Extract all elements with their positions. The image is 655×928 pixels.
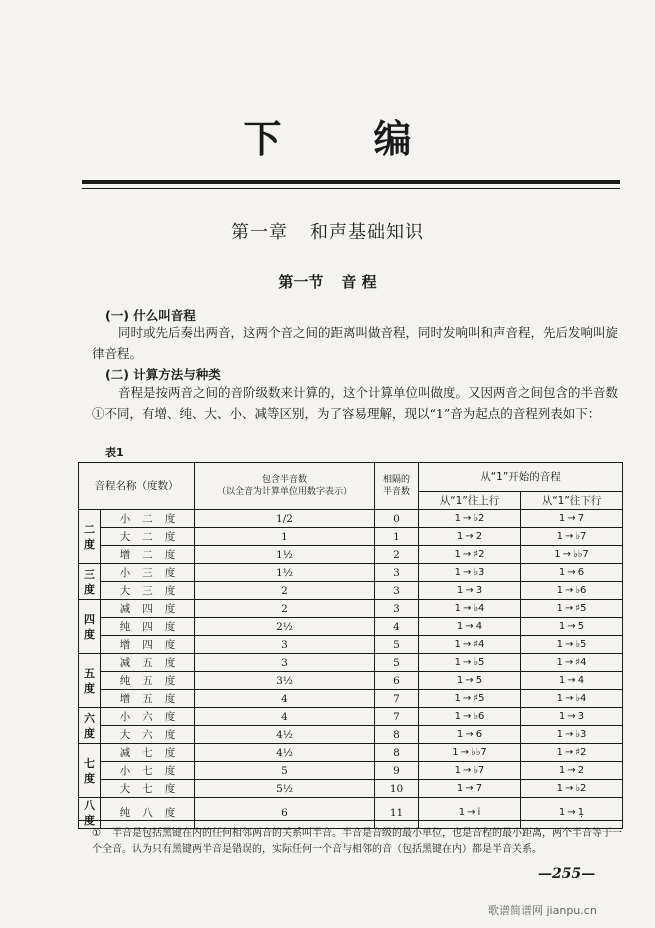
chapter-number: 第一章 (231, 222, 288, 243)
section-heading (0, 271, 655, 292)
header-from-1: 从“1”开始的音程 (419, 463, 623, 492)
arrow-right-icon: → (564, 638, 574, 650)
start-note: 1 (556, 638, 563, 650)
step-count: 3 (375, 600, 419, 618)
target-note: 5 (577, 620, 585, 632)
interval-down (521, 744, 623, 762)
target-note: 4 (475, 620, 483, 632)
arrow-right-icon: → (467, 807, 476, 818)
arrow-right-icon: → (462, 602, 472, 614)
interval-up (419, 798, 521, 829)
arrow-right-icon: → (564, 782, 574, 794)
target-note: 6 (577, 566, 585, 578)
table-row (79, 636, 623, 654)
interval-up (419, 600, 521, 618)
start-note: 1 (454, 566, 461, 578)
arrow-right-icon: → (465, 674, 474, 686)
target-note: ♯2 (473, 548, 485, 560)
header-steps-sub: 半音数 (382, 487, 410, 497)
table-row (79, 582, 623, 600)
target-note: ♯2 (575, 746, 587, 758)
start-note: 1 (454, 512, 461, 524)
header-semitones-title: 包含半音数 (261, 475, 307, 485)
arrow-right-icon: → (564, 656, 574, 668)
header-upward: 从“1”往上行 (419, 492, 521, 510)
semitone-count: 6 (195, 798, 375, 829)
start-note: 1 (556, 782, 563, 794)
start-note: 1 (456, 674, 464, 686)
target-note: 4 (577, 674, 585, 686)
semitone-count: 4 (195, 690, 375, 708)
start-note: 1 (454, 764, 461, 776)
arrow-right-icon: → (564, 746, 574, 758)
semitone-count: 1 (195, 528, 375, 546)
interval-name: 增二度 (101, 546, 195, 564)
target-note: 5 (475, 674, 483, 686)
interval-up (419, 618, 521, 636)
target-note: ♯4 (575, 656, 587, 668)
interval-down (521, 690, 623, 708)
table-label: 表1 (105, 446, 124, 459)
interval-name: 减四度 (101, 600, 195, 618)
arrow-right-icon: → (462, 764, 472, 776)
arrow-right-icon: → (465, 584, 474, 596)
interval-down (521, 780, 623, 798)
degree-group-label: 二度 (79, 510, 101, 564)
interval-down (521, 672, 623, 690)
interval-name: 减七度 (101, 744, 195, 762)
interval-down (521, 600, 623, 618)
step-count: 5 (375, 654, 419, 672)
target-note: ♭6 (575, 584, 587, 596)
table-row (79, 510, 623, 528)
target-note: ♭♭7 (470, 746, 487, 758)
start-note: 1 (558, 512, 566, 524)
section-number: 第一节 (278, 273, 324, 291)
interval-up (419, 744, 521, 762)
arrow-right-icon: → (462, 656, 472, 668)
arrow-right-icon: → (564, 530, 574, 542)
interval-up (419, 708, 521, 726)
subheading-1: (一) 什么叫音程 (105, 308, 196, 323)
target-note: i (477, 807, 481, 818)
start-note: 1 (454, 710, 461, 722)
table-row (79, 546, 623, 564)
start-note: 1 (556, 530, 563, 542)
degree-group-label: 四度 (79, 600, 101, 654)
interval-up (419, 726, 521, 744)
step-count: 1 (375, 528, 419, 546)
target-note: ♭3 (575, 728, 587, 740)
table-row (79, 618, 623, 636)
table-row (79, 708, 623, 726)
start-note: 1 (456, 782, 464, 794)
part-title: 下编 (243, 117, 504, 161)
interval-name: 大三度 (101, 582, 195, 600)
interval-name: 纯八度 (101, 798, 195, 829)
semitone-count: 2 (195, 600, 375, 618)
arrow-right-icon: → (564, 728, 574, 740)
interval-table (78, 462, 623, 829)
start-note: 1 (556, 692, 563, 704)
degree-group-label: 三度 (79, 564, 101, 600)
interval-name: 大二度 (101, 528, 195, 546)
start-note: 1 (558, 566, 566, 578)
table-row (79, 762, 623, 780)
table-row (79, 744, 623, 762)
target-note: ♭4 (473, 602, 485, 614)
arrow-right-icon: → (465, 782, 474, 794)
header-semitones-sub: （以全音为计算单位用数字表示） (216, 487, 352, 497)
semitone-count: 2½ (195, 618, 375, 636)
paragraph-1-text: 同时或先后奏出两音，这两个音之间的距离叫做音程，同时发响叫和声音程，先后发响叫旋律音程。 (92, 325, 619, 361)
interval-name: 大七度 (101, 780, 195, 798)
interval-down (521, 510, 623, 528)
arrow-right-icon: → (567, 674, 576, 686)
interval-down (521, 636, 623, 654)
semitone-count: 3 (195, 636, 375, 654)
semitone-count: 4 (195, 708, 375, 726)
paragraph-2-text: 音程是按两音之间的音阶级数来计算的，这个计算单位叫做度。又因两音之间包含的半音数①不同，有增、纯、大、小、减等区别，为了容易理解，现以“1”音为起点的音程列表如下： (92, 385, 619, 421)
header-steps-title: 相隔的 (382, 475, 410, 485)
footnote-rule (78, 820, 622, 821)
interval-down (521, 528, 623, 546)
target-note: ♯5 (575, 602, 587, 614)
interval-name: 增四度 (101, 636, 195, 654)
table-row (79, 672, 623, 690)
target-note: ♭2 (473, 512, 485, 524)
arrow-right-icon: → (562, 548, 571, 560)
start-note: 1 (556, 746, 563, 758)
footnote-text: 半音是包括黑键在内的任何相邻两音的关系叫半音。半音是音级的最小单位，也是音程的最小距离，两个半音等于一个全音。认为只有黑键两半音是错误的，实际任何一个音与相邻的音（包括黑键在内）都是半音关系。 (92, 828, 622, 855)
start-note: 1 (456, 584, 464, 596)
arrow-right-icon: → (567, 620, 576, 632)
step-count: 10 (375, 780, 419, 798)
interval-up (419, 546, 521, 564)
start-note: 1 (452, 746, 459, 758)
step-count: 3 (375, 564, 419, 582)
step-count: 4 (375, 618, 419, 636)
start-note: 1 (558, 674, 566, 686)
start-note: 1 (558, 764, 566, 776)
semitone-count: 3 (195, 654, 375, 672)
interval-name: 小二度 (101, 510, 195, 528)
interval-up (419, 690, 521, 708)
arrow-right-icon: → (462, 566, 472, 578)
semitone-count: 5½ (195, 780, 375, 798)
table-row (79, 726, 623, 744)
start-note: 1 (458, 807, 466, 818)
arrow-right-icon: → (567, 807, 576, 818)
arrow-right-icon: → (462, 710, 472, 722)
target-note: 7 (577, 512, 585, 524)
arrow-right-icon: → (462, 692, 472, 704)
arrow-right-icon: → (462, 512, 472, 524)
paragraph-1 (92, 322, 624, 364)
semitone-count: 1½ (195, 564, 375, 582)
start-note: 1 (554, 548, 561, 560)
start-note: 1 (558, 620, 566, 632)
paragraph-2 (92, 382, 624, 424)
interval-up (419, 636, 521, 654)
interval-name: 减五度 (101, 654, 195, 672)
footnote-mark: ① (92, 828, 101, 839)
step-count: 9 (375, 762, 419, 780)
arrow-right-icon: → (462, 638, 472, 650)
start-note: 1 (558, 710, 566, 722)
start-note: 1 (556, 728, 563, 740)
target-note: ♭7 (575, 530, 587, 542)
start-note: 1 (454, 692, 461, 704)
interval-name: 纯四度 (101, 618, 195, 636)
interval-name: 小三度 (101, 564, 195, 582)
watermark: 歌谱简谱网 jianpu.cn (488, 904, 597, 917)
header-semitones (195, 463, 375, 510)
target-note: 2 (475, 530, 483, 542)
interval-name: 大六度 (101, 726, 195, 744)
degree-group-label: 五度 (79, 654, 101, 708)
table-row (79, 780, 623, 798)
target-note: ♭3 (473, 566, 485, 578)
interval-up (419, 780, 521, 798)
step-count: 8 (375, 726, 419, 744)
semitone-count: 2 (195, 582, 375, 600)
semitone-count: 5 (195, 762, 375, 780)
arrow-right-icon: → (567, 566, 576, 578)
target-note: ♯4 (473, 638, 485, 650)
interval-down (521, 654, 623, 672)
degree-group-label: 六度 (79, 708, 101, 744)
arrow-right-icon: → (465, 620, 474, 632)
arrow-right-icon: → (567, 512, 576, 524)
interval-down (521, 564, 623, 582)
header-steps (375, 463, 419, 510)
target-note: 6 (475, 728, 483, 740)
step-count: 6 (375, 672, 419, 690)
semitone-count: 1½ (195, 546, 375, 564)
semitone-count: 3½ (195, 672, 375, 690)
target-note: 2 (577, 764, 585, 776)
start-note: 1 (456, 530, 464, 542)
interval-up (419, 762, 521, 780)
interval-down (521, 582, 623, 600)
start-note: 1 (558, 807, 566, 818)
start-note: 1 (456, 620, 464, 632)
interval-name: 增五度 (101, 690, 195, 708)
subheading-2: (二) 计算方法与种类 (105, 367, 221, 382)
table-row (79, 798, 623, 829)
interval-down (521, 726, 623, 744)
footnote (92, 826, 622, 858)
interval-down (521, 798, 623, 829)
semitone-count: 4½ (195, 726, 375, 744)
start-note: 1 (556, 656, 563, 668)
header-downward: 从“1”往下行 (521, 492, 623, 510)
chapter-title: 和声基础知识 (310, 222, 424, 243)
chapter-heading (0, 218, 655, 244)
start-note: 1 (454, 638, 461, 650)
step-count: 0 (375, 510, 419, 528)
interval-up (419, 510, 521, 528)
arrow-right-icon: → (460, 746, 469, 758)
start-note: 1 (454, 548, 461, 560)
target-note: ♭♭7 (572, 548, 589, 560)
target-note: ♭5 (473, 656, 485, 668)
interval-up (419, 582, 521, 600)
target-note: ♭6 (473, 710, 485, 722)
interval-down (521, 762, 623, 780)
target-note: ♭2 (575, 782, 587, 794)
degree-group-label: 八度 (79, 798, 101, 829)
target-note: 3 (475, 584, 483, 596)
table-row (79, 528, 623, 546)
page-number: —255— (538, 866, 596, 882)
interval-up (419, 564, 521, 582)
title-rule-thick (82, 180, 620, 184)
interval-down (521, 708, 623, 726)
interval-name: 纯五度 (101, 672, 195, 690)
title-rule-thin (82, 188, 620, 189)
header-interval-name: 音程名称（度数） (79, 463, 195, 510)
section-title: 音 程 (341, 273, 377, 291)
semitone-count: 4½ (195, 744, 375, 762)
interval-up (419, 672, 521, 690)
interval-up (419, 654, 521, 672)
arrow-right-icon: → (465, 728, 474, 740)
step-count: 11 (375, 798, 419, 829)
target-note: 3 (577, 710, 585, 722)
start-note: 1 (454, 602, 461, 614)
arrow-right-icon: → (462, 548, 472, 560)
arrow-right-icon: → (567, 764, 576, 776)
step-count: 2 (375, 546, 419, 564)
target-note: ♭4 (575, 692, 587, 704)
target-note: 1̣ (577, 807, 585, 818)
target-note: ♯5 (473, 692, 485, 704)
step-count: 5 (375, 636, 419, 654)
interval-name: 小六度 (101, 708, 195, 726)
target-note: 7 (475, 782, 483, 794)
interval-up (419, 528, 521, 546)
start-note: 1 (556, 584, 563, 596)
interval-down (521, 546, 623, 564)
degree-group-label: 七度 (79, 744, 101, 798)
step-count: 7 (375, 708, 419, 726)
arrow-right-icon: → (567, 710, 576, 722)
step-count: 8 (375, 744, 419, 762)
table-row (79, 600, 623, 618)
table-row (79, 654, 623, 672)
start-note: 1 (556, 602, 563, 614)
interval-down (521, 618, 623, 636)
step-count: 7 (375, 690, 419, 708)
target-note: ♭7 (473, 764, 485, 776)
arrow-right-icon: → (564, 584, 574, 596)
step-count: 3 (375, 582, 419, 600)
target-note: ♭5 (575, 638, 587, 650)
semitone-count: 1/2 (195, 510, 375, 528)
arrow-right-icon: → (564, 692, 574, 704)
arrow-right-icon: → (465, 530, 474, 542)
start-note: 1 (454, 656, 461, 668)
table-row (79, 564, 623, 582)
arrow-right-icon: → (564, 602, 574, 614)
start-note: 1 (456, 728, 464, 740)
table-row (79, 690, 623, 708)
interval-name: 小七度 (101, 762, 195, 780)
